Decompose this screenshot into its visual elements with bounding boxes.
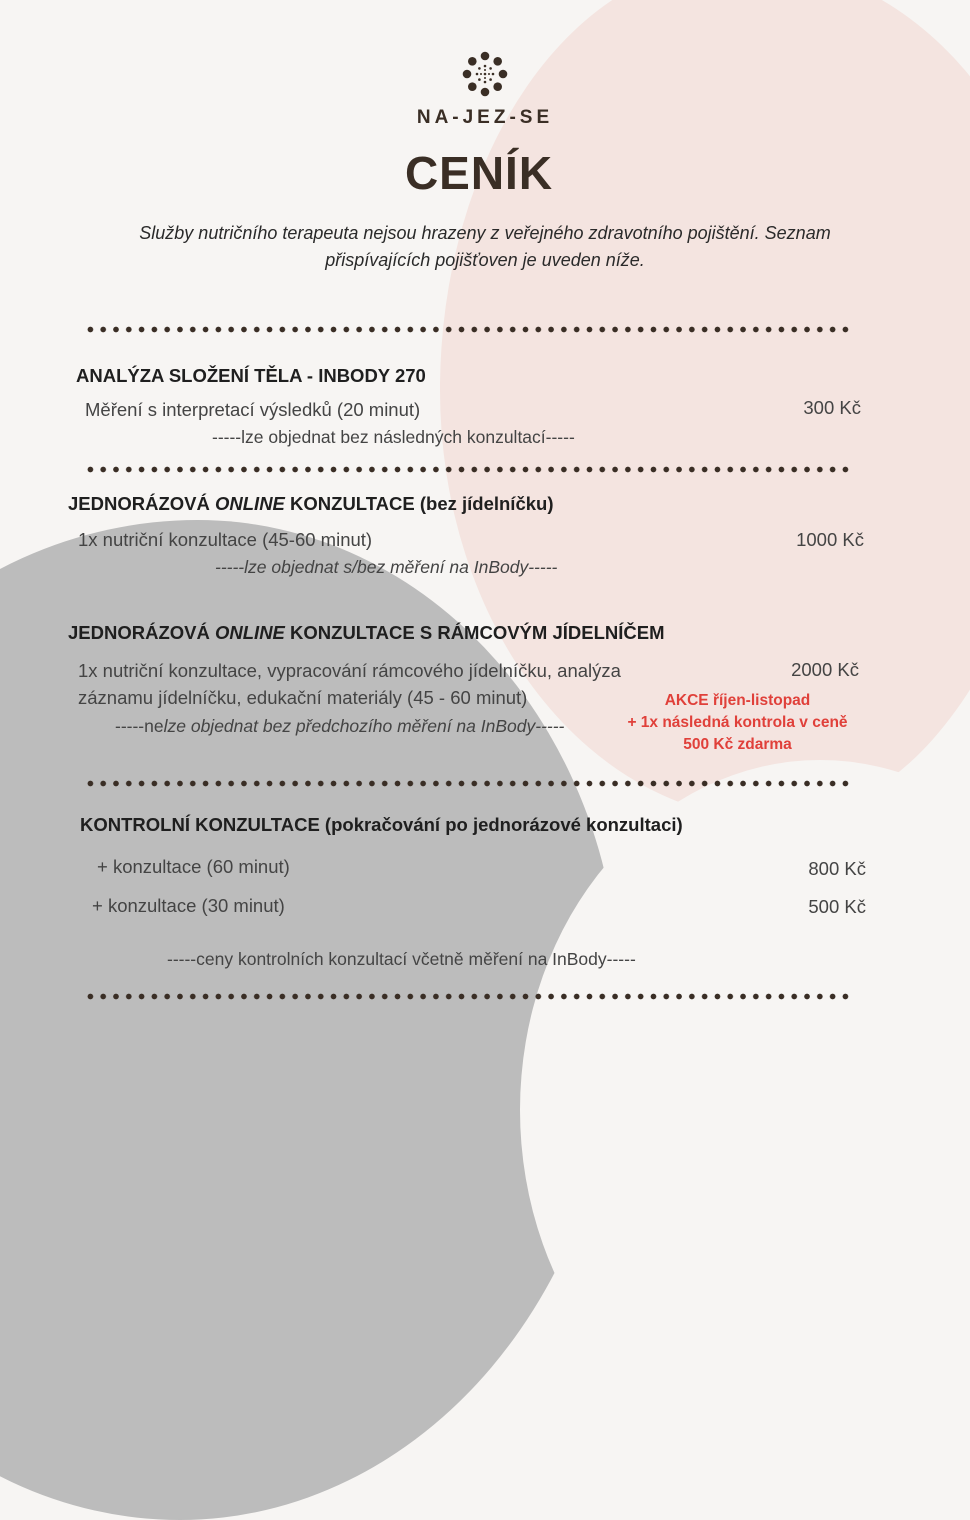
- section-heading-online: [68, 493, 553, 515]
- promo-line: 500 Kč zdarma: [683, 736, 792, 753]
- heading-text: JEDNORÁZOVÁ: [68, 493, 215, 514]
- heading-text: KONZULTACE S RÁMCOVÝM JÍDELNÍČEM: [284, 622, 665, 643]
- service-note: -----ceny kontrolních konzultací včetně měření na InBody-----: [167, 949, 636, 969]
- heading-emphasis: ONLINE: [215, 622, 285, 643]
- intro-text: Služby nutričního terapeuta nejsou hrazeny z veřejného zdravotního pojištění. Seznam přispívajících pojišťoven je uveden níže.: [139, 223, 831, 270]
- service-item: záznamu jídelníčku, edukační materiály (45 - 60 minut): [78, 687, 528, 708]
- promo-line: + 1x následná kontrola v ceně: [627, 714, 848, 731]
- service-note: -----lze objednat bez následných konzultací-----: [212, 427, 575, 447]
- service-note: [115, 716, 564, 737]
- service-price: 2000 Kč: [791, 659, 859, 680]
- service-item: + konzultace (60 minut): [97, 856, 290, 877]
- logo-flower-icon: [462, 51, 508, 97]
- brand-name: NA-JEZ-SE: [416, 107, 554, 128]
- section-heading-inbody: ANALÝZA SLOŽENÍ TĚLA - INBODY 270: [76, 365, 426, 386]
- dotted-divider: [84, 993, 854, 1000]
- note-text: -----ne: [115, 716, 164, 736]
- service-price: 800 Kč: [808, 858, 866, 879]
- dotted-divider: [84, 326, 854, 333]
- dotted-divider: [84, 466, 854, 473]
- heading-text: KONZULTACE (bez jídelníčku): [284, 493, 554, 514]
- service-price: 300 Kč: [803, 397, 861, 418]
- page-title: CENÍK: [404, 147, 554, 199]
- service-item: + konzultace (30 minut): [92, 895, 285, 916]
- service-item: 1x nutriční konzultace, vypracování rámcového jídelníčku, analýza: [78, 660, 621, 681]
- dotted-divider: [84, 780, 854, 787]
- section-heading-online-plan: [68, 622, 664, 644]
- heading-text: JEDNORÁZOVÁ: [68, 622, 215, 643]
- service-price: 500 Kč: [808, 896, 866, 917]
- service-item: Měření s interpretací výsledků (20 minut): [85, 399, 421, 420]
- note-emphasis: lze objednat bez předchozího měření na InBody-----: [163, 716, 565, 736]
- service-item: 1x nutriční konzultace (45-60 minut): [78, 529, 373, 550]
- service-note: -----lze objednat s/bez měření na InBody-----: [215, 557, 558, 577]
- service-price: 1000 Kč: [796, 529, 864, 550]
- section-heading-control: KONTROLNÍ KONZULTACE (pokračování po jednorázové konzultaci): [80, 814, 683, 835]
- heading-emphasis: ONLINE: [215, 493, 285, 514]
- promo-line: AKCE říjen-listopad: [664, 692, 811, 709]
- promo-badge: [600, 690, 875, 756]
